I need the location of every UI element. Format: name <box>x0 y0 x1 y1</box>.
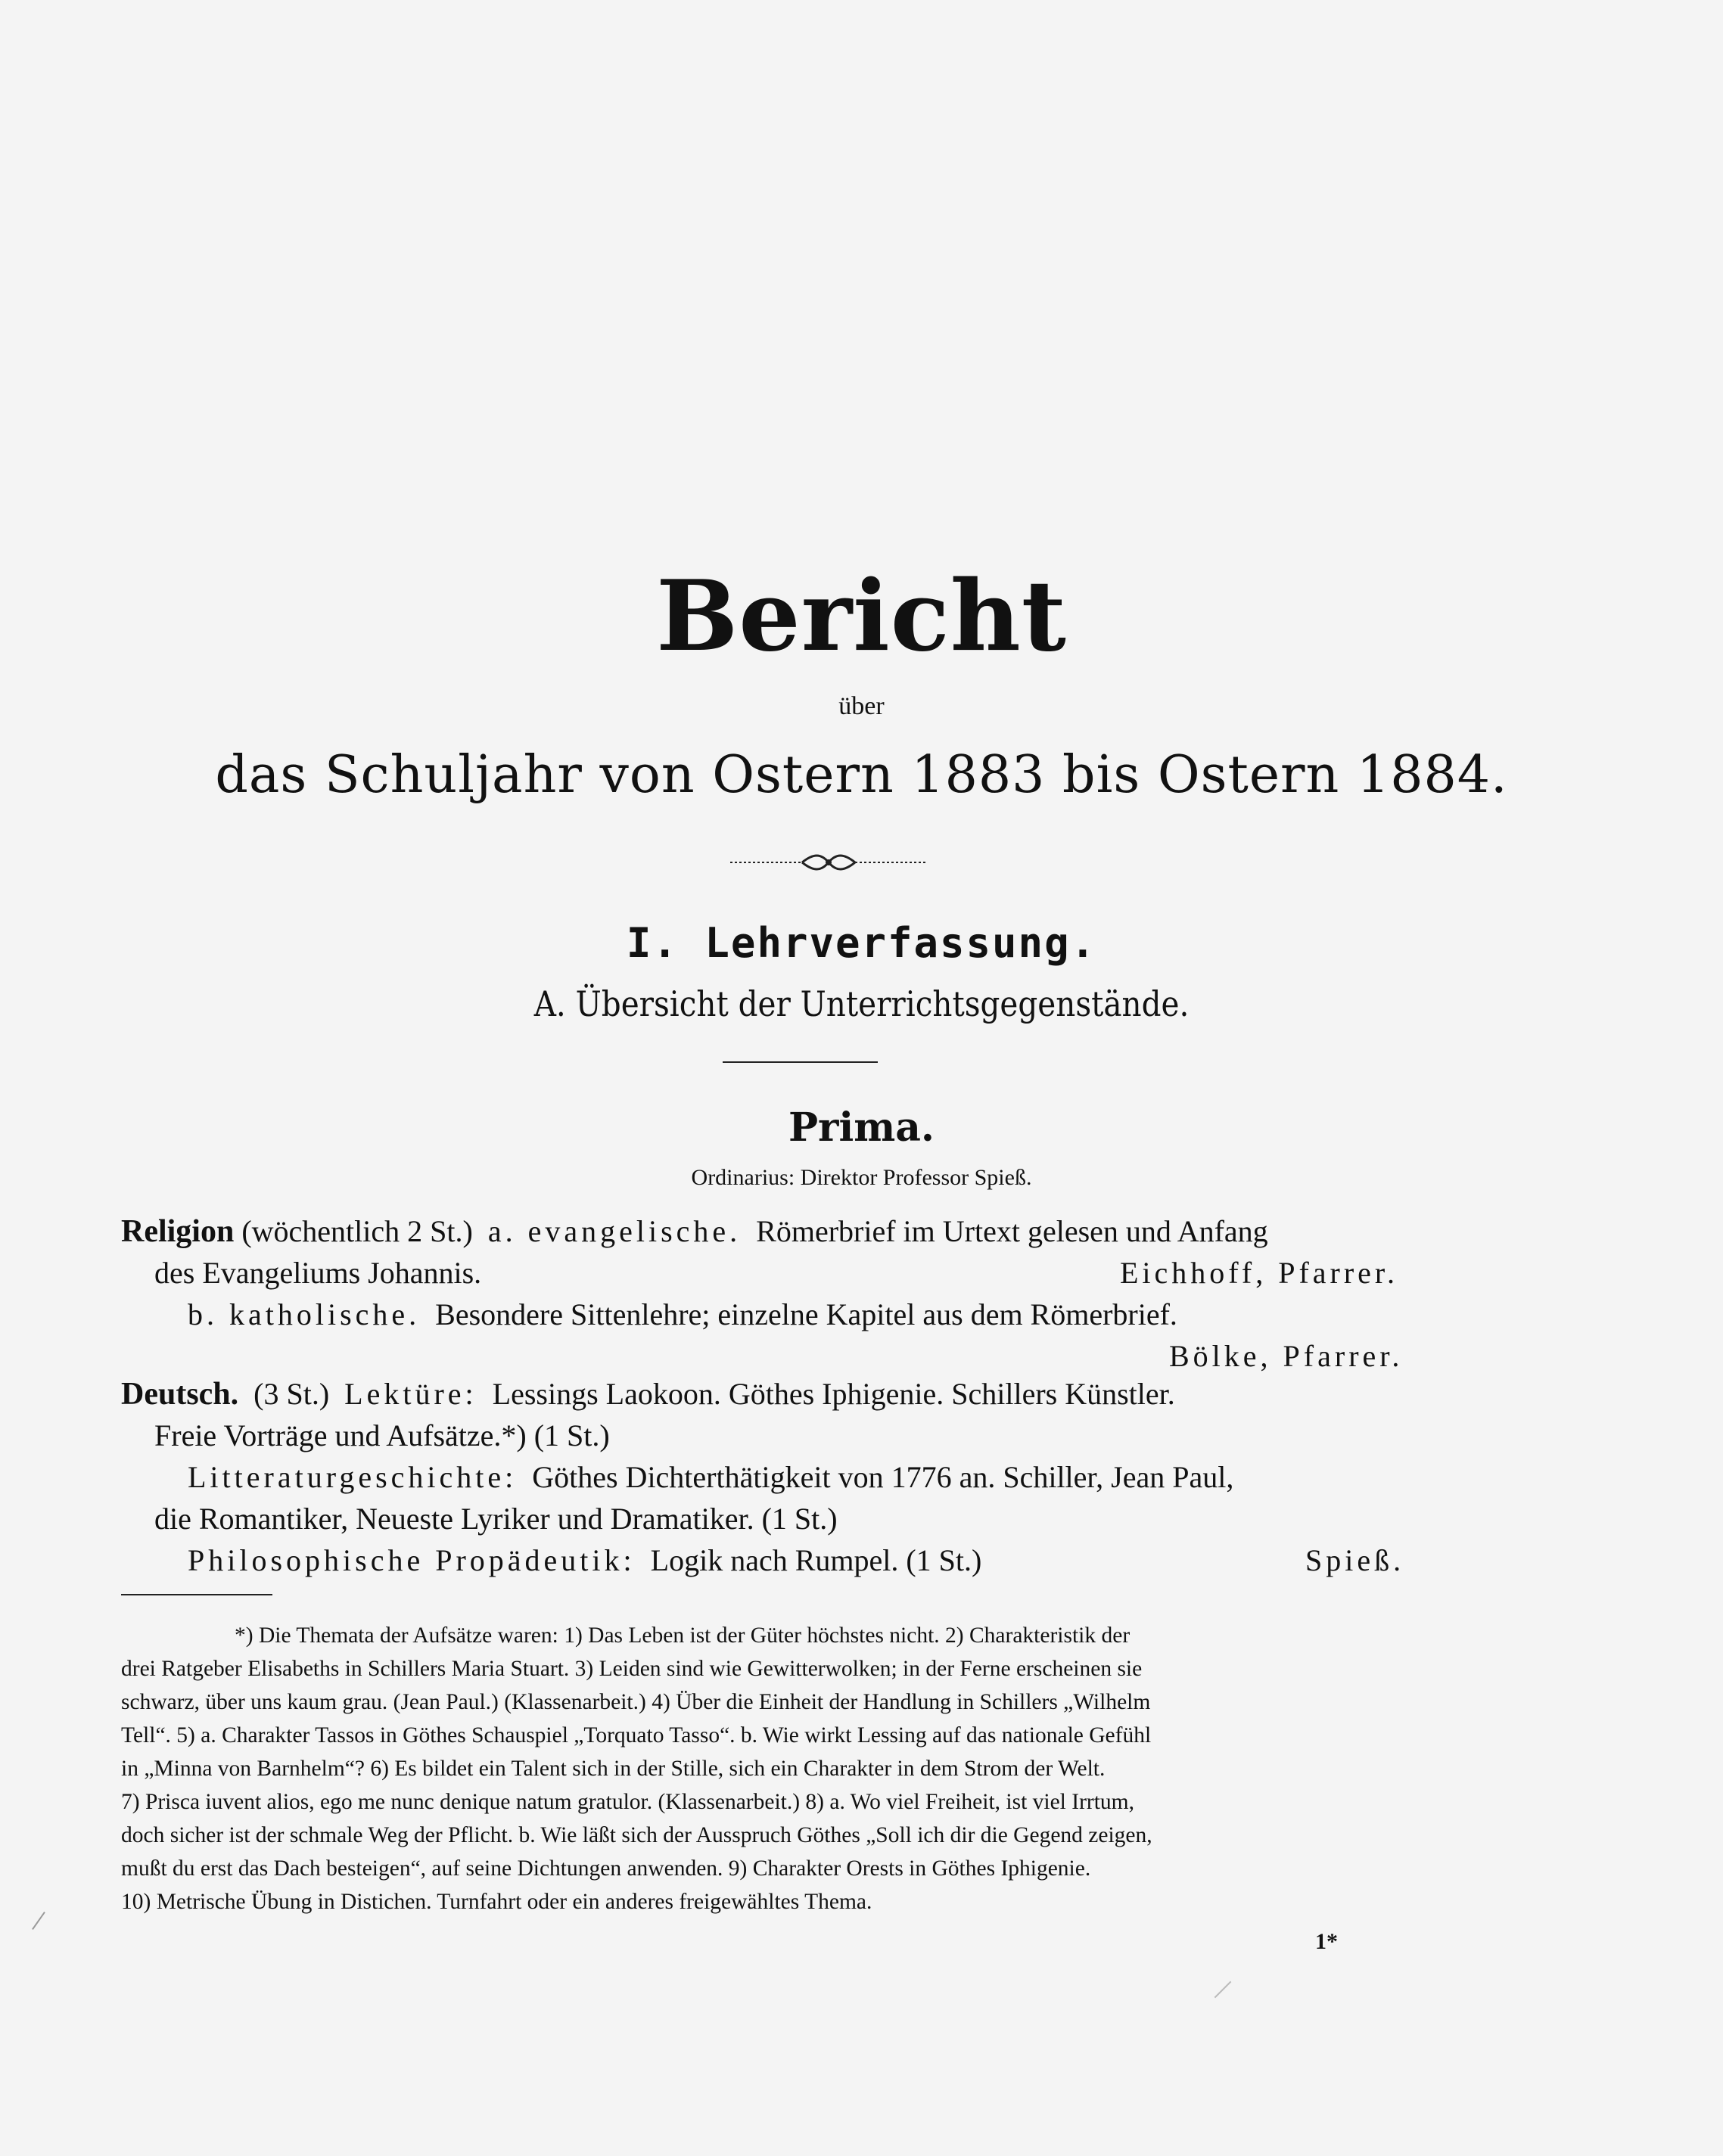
ornament-divider <box>730 847 927 878</box>
katholisch-text: Besondere Sittenlehre; einzelne Kapitel aus dem Römerbrief. <box>435 1297 1177 1331</box>
footnote-line: 10) Metrische Übung in Distichen. Turnfahrt oder ein anderes freigewähltes Thema. <box>121 1890 872 1914</box>
class-heading: Prima. <box>788 1104 935 1151</box>
footnote-line: doch sicher ist der schmale Weg der Pflicht. b. Wie läßt sich der Ausspruch Göthes „Soll ich dir die Gegend zeigen, <box>121 1823 1152 1847</box>
footnote-line: 7) Prisca iuvent alios, ego me nunc denique natum gratulor. (Klassenarbeit.) 8) a. Wo viel Freiheit, ist viel Irrtum, <box>121 1790 1134 1814</box>
section-heading: I. Lehrverfassung. <box>626 919 1097 967</box>
philos-line <box>188 1539 981 1581</box>
footnote-line: mußt du erst das Dach besteigen“, auf seine Dichtungen anwenden. 9) Charakter Orests in Göthes Iphigenie. <box>121 1856 1091 1881</box>
evangelisch-teacher: Eichhoff, Pfarrer. <box>1120 1256 1399 1290</box>
katholisch-teacher: Bölke, Pfarrer. <box>1169 1339 1404 1373</box>
footnote-rule <box>121 1594 272 1595</box>
litgesch-cont: die Romantiker, Neueste Lyriker und Dramatiker. (1 St.) <box>154 1502 838 1536</box>
philos-teacher: Spieß. <box>1305 1543 1405 1577</box>
deutsch-line-1 <box>121 1373 1175 1415</box>
lekture-text: Lessings Laokoon. Göthes Iphigenie. Schillers Künstler. <box>492 1377 1175 1411</box>
evangelisch-label: a. evangelische. <box>487 1214 742 1248</box>
footnote-line: drei Ratgeber Elisabeths in Schillers Maria Stuart. 3) Leiden sind wie Gewitterwolken; in der Ferne erscheinen sie <box>121 1657 1143 1681</box>
deutsch-hours: (3 St.) <box>253 1377 330 1411</box>
paper-mark <box>32 1912 45 1930</box>
deutsch-label: Deutsch. <box>121 1377 239 1412</box>
footnote <box>121 1619 1483 1918</box>
litgesch-label: Litteraturgeschichte: <box>188 1460 518 1494</box>
footnote-line: Tell“. 5) a. Charakter Tassos in Göthes Schauspiel „Torquato Tasso“. b. Wie wirkt Lessing auf das nationale Gefühl <box>121 1723 1152 1747</box>
philos-label: Philosophische Propädeutik: <box>188 1543 636 1577</box>
footnote-line: in „Minna von Barnhelm“? 6) Es bildet ein Talent sich in der Stille, sich ein Charakter in dem Strom der Welt. <box>121 1757 1106 1781</box>
vortraege-line: Freie Vorträge und Aufsätze.*) (1 St.) <box>154 1418 610 1452</box>
katholisch-label: b. katholische. <box>188 1297 421 1331</box>
religion-hours: (wöchentlich 2 St.) <box>241 1214 473 1248</box>
evangelisch-text: Römerbrief im Urtext gelesen und Anfang <box>756 1214 1268 1248</box>
religion-line-katholisch <box>188 1294 1177 1335</box>
subsection-heading: A. Übersicht der Unterrichtsgegenstände. <box>533 983 1190 1024</box>
subtitle-connector: über <box>838 692 885 720</box>
religion-line-1 <box>121 1210 1268 1253</box>
page-number: 1* <box>1315 1929 1338 1954</box>
religion-label: Religion <box>121 1214 235 1249</box>
document-title: Bericht <box>656 560 1067 673</box>
document-subtitle: das Schuljahr von Ostern 1883 bis Ostern 1884. <box>215 745 1508 805</box>
litgesch-text: Göthes Dichterthätigkeit von 1776 an. Schiller, Jean Paul, <box>532 1460 1234 1494</box>
section-rule <box>723 1061 878 1063</box>
footnote-line: schwarz, über uns kaum grau. (Jean Paul.) (Klassenarbeit.) 4) Über die Einheit der Handlung in Schillers „Wilhelm <box>121 1690 1151 1714</box>
evangelisch-cont: des Evangeliums Johannis. <box>154 1256 482 1290</box>
paper-mark <box>1214 1981 1232 1999</box>
ordinarius-line: Ordinarius: Direktor Professor Spieß. <box>691 1165 1032 1190</box>
footnote-line: *) Die Themata der Aufsätze waren: 1) Das Leben ist der Güter höchstes nicht. 2) Charakteristik der <box>235 1623 1131 1648</box>
litgesch-line <box>188 1456 1233 1498</box>
lekture-label: Lektüre: <box>344 1377 477 1411</box>
philos-text: Logik nach Rumpel. (1 St.) <box>650 1543 982 1577</box>
